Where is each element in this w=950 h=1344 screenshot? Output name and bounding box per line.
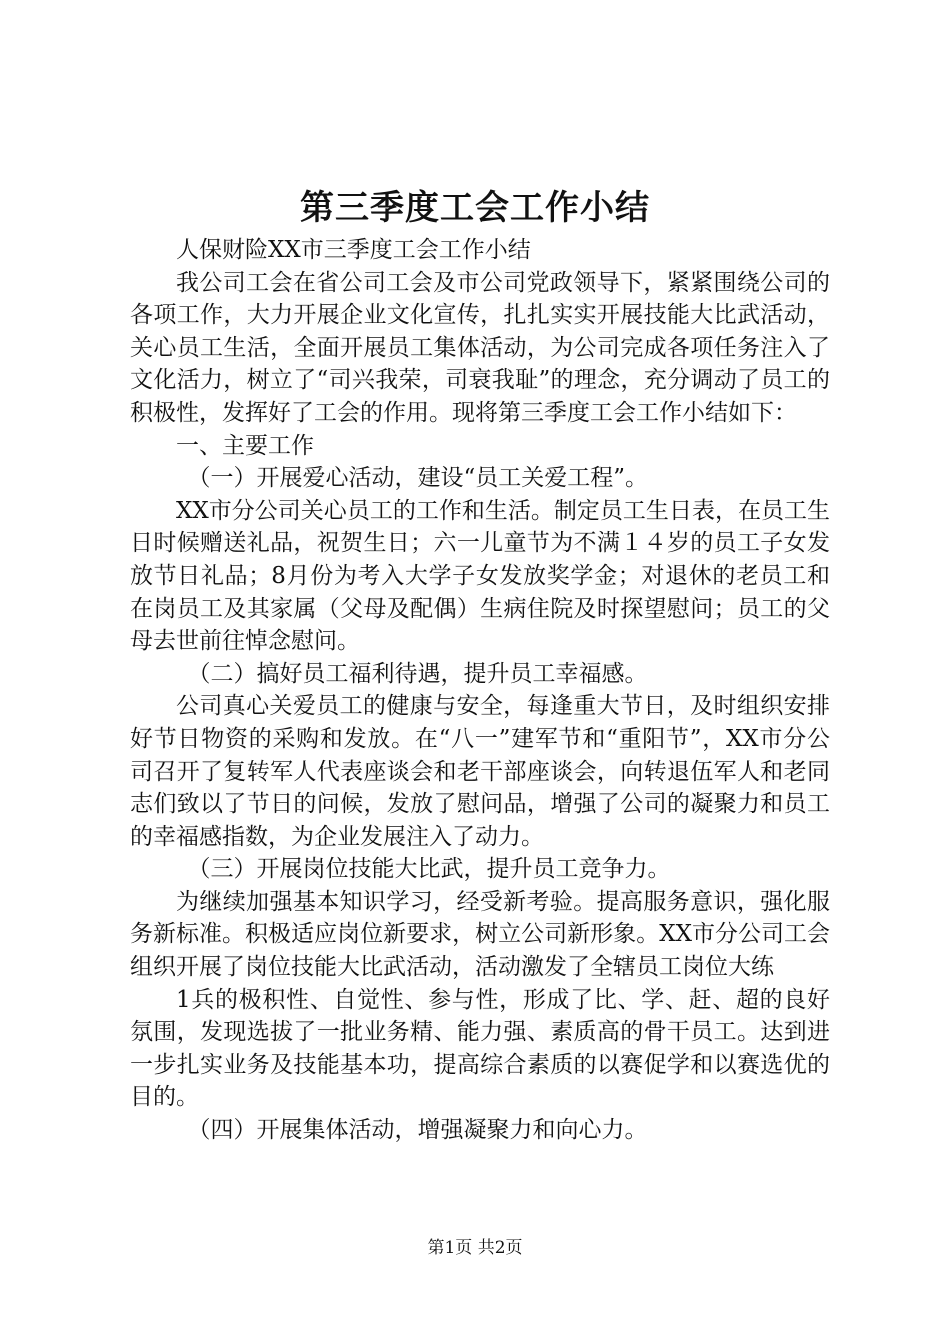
subsection-heading-3: （三）开展岗位技能大比武，提升员工竞争力。 [187,856,671,883]
document-title: 第三季度工会工作小结 [300,188,650,228]
subsection-heading-2: （二）搞好员工福利待遇，提升员工幸福感。 [187,660,648,687]
subsection-heading-1: （一）开展爱心活动，建设“员工关爱工程”。 [187,465,649,492]
paragraph-body-3: 为继续加强基本知识学习，经受新考验。提高服务意识，强化服务新标准。积极适应岗位新要求，树立公司新形象。XX市分公司工会组织开展了岗位技能大比武活动，活动激发了全辖员工岗位大练 [130,888,830,981]
subsection-heading-4: （四）开展集体活动，增强凝聚力和向心力。 [187,1117,648,1144]
paragraph-intro: 我公司工会在省公司工会及市公司党政领导下，紧紧围绕公司的各项工作，大力开展企业文化宣传，扎扎实实开展技能大比武活动，关心员工生活，全面开展员工集体活动，为公司完成各项任务注入了文化活力，树立了“司兴我荣，司衰我耻”的理念，充分调动了员工的积极性，发挥好了工会的作用。现将第三季度工会工作小结如下： [130,269,830,426]
section-heading-main-work: 一、主要工作 [176,432,314,459]
paragraph-body-2: 公司真心关爱员工的健康与安全，每逢重大节日，及时组织安排好节日物资的采购和发放。在“八一”建军节和“重阳节”，XX市分公司召开了复转军人代表座谈会和老干部座谈会，向转退伍军人和老同志们致以了节日的问候，发放了慰问品，增强了公司的凝聚力和员工的幸福感指数，为企业发展注入了动力。 [130,693,830,850]
page-footer: 第1页 共2页 [427,1238,523,1258]
paragraph-body-1: XX市分公司关心员工的工作和生活。制定员工生日表，在员工生日时候赠送礼品，祝贺生日；六一儿童节为不满１４岁的员工子女发放节日礼品；8月份为考入大学子女发放奖学金；对退休的老员工和在岗员工及其家属（父母及配偶）生病住院及时探望慰问；员工的父母去世前往悼念慰问。 [130,497,830,655]
paragraph-subtitle: 人保财险XX市三季度工会工作小结 [176,237,531,263]
paragraph-body-3-continued: 1兵的极积性、自觉性、参与性，形成了比、学、赶、超的良好氛围，发现选拔了一批业务精、能力强、素质高的骨干员工。达到进一步扎实业务及技能基本功，提高综合素质的以赛促学和以赛选优的目的。 [130,986,830,1111]
document-body [130,234,830,1147]
